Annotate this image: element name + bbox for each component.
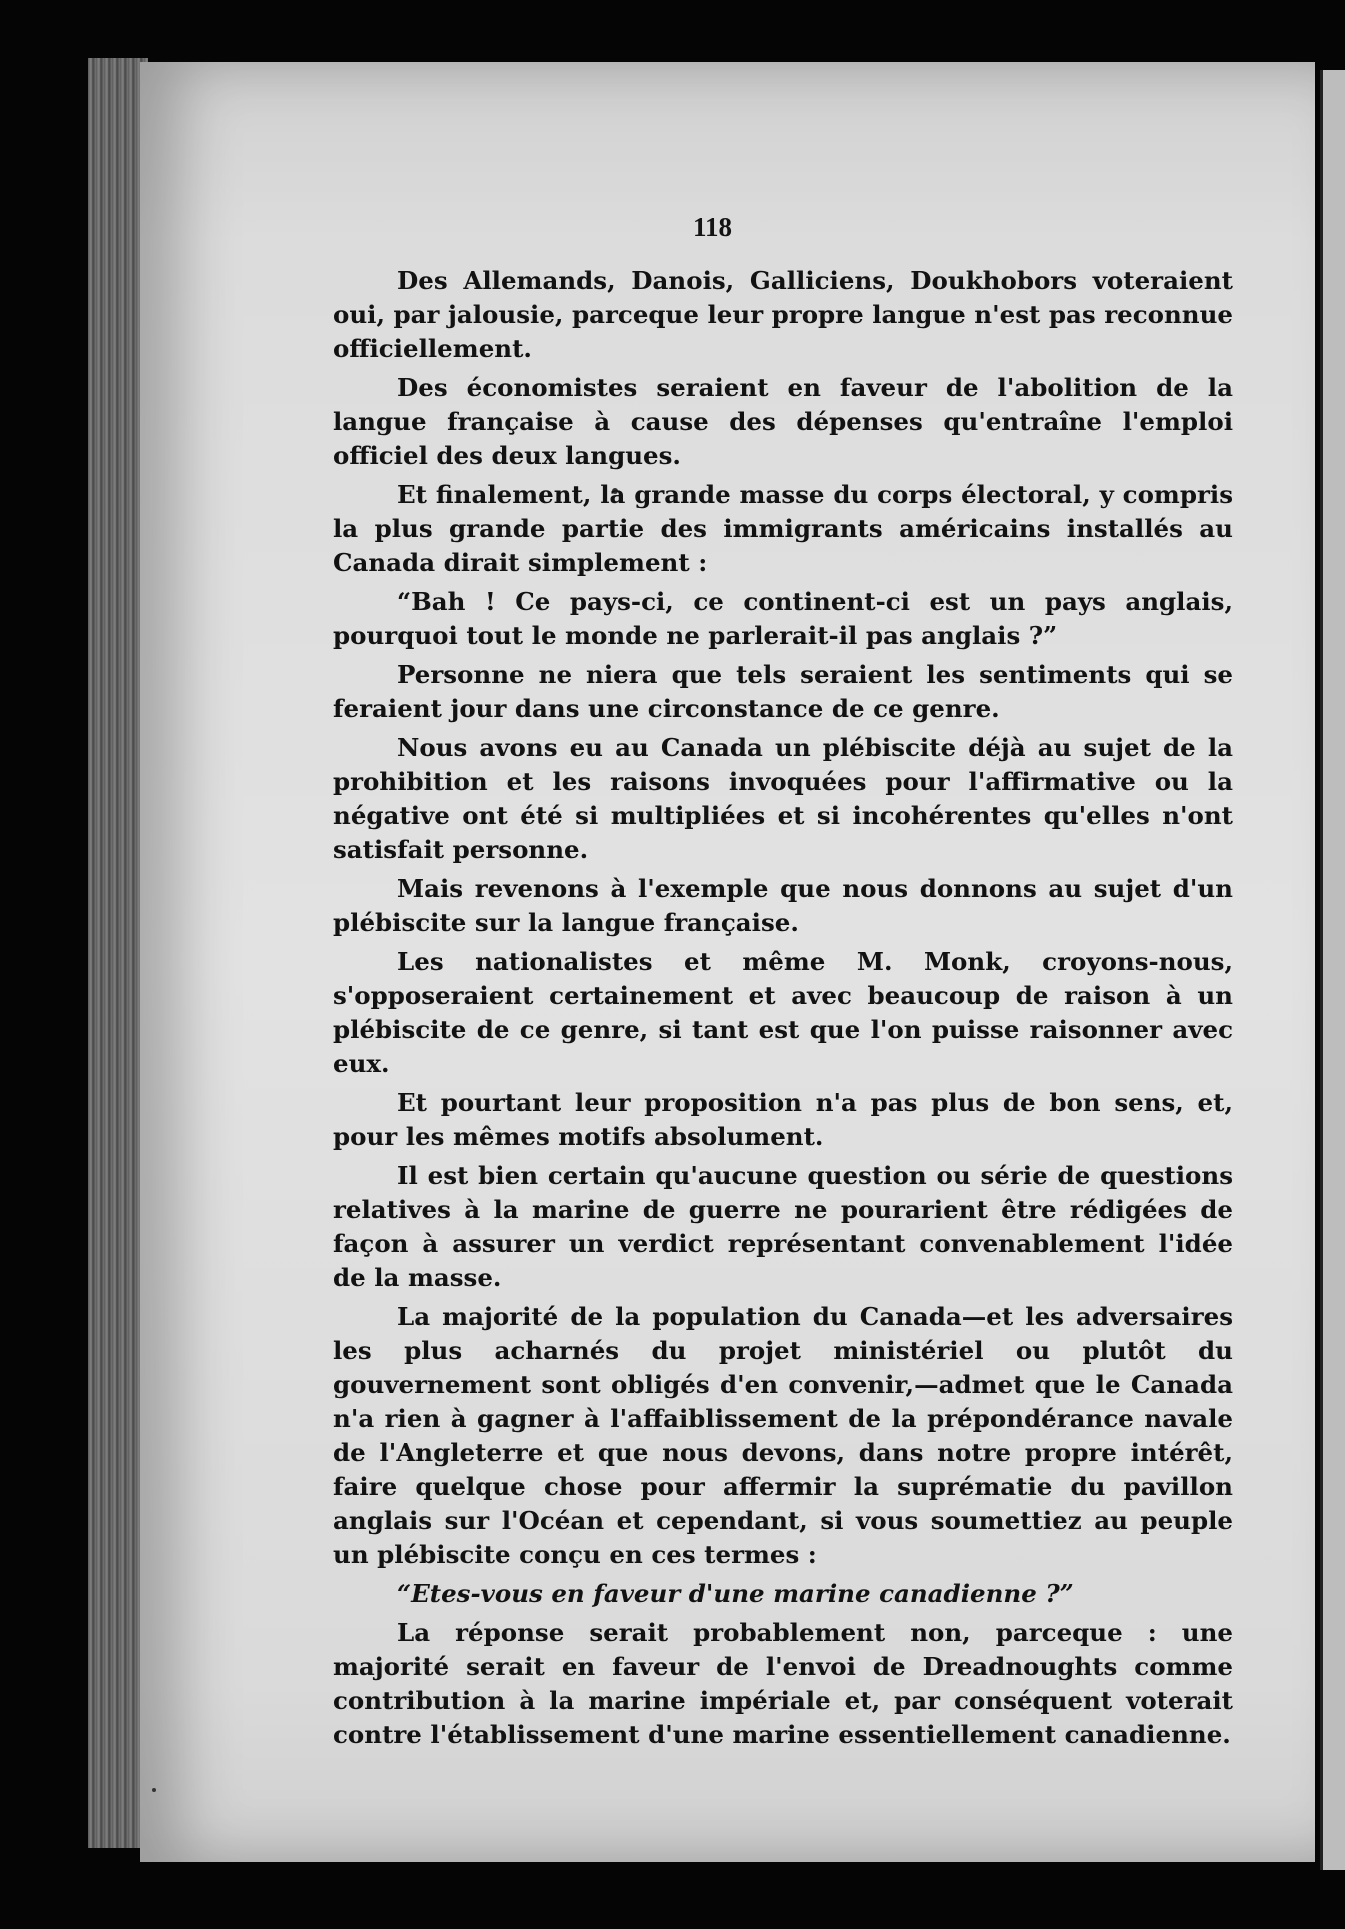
paragraph: Les nationalistes et même M. Monk, croyons-nous, s'opposeraient certainement et avec beaucoup de raison à un plébiscite de ce genre, si tant est que l'on puisse raisonner avec eux.	[333, 947, 1233, 1078]
paragraph: Nous avons eu au Canada un plébiscite déjà au sujet de la prohibition et les raisons invoquées pour l'affirmative ou la négative ont été si multipliées et si incohérentes qu'elles n'ont satisfait personne.	[333, 733, 1233, 864]
paragraph-quote: “Etes-vous en faveur d'une marine canadienne ?”	[397, 1579, 1074, 1608]
facing-page-edge	[1320, 70, 1345, 1870]
paragraph: Et finalement, la grande masse du corps électoral, y compris la plus grande partie des immigrants américains installés au Canada dirait simplement :	[333, 480, 1233, 577]
paragraph: Personne ne niera que tels seraient les sentiments qui se feraient jour dans une circonstance de ce genre.	[333, 660, 1233, 723]
ink-speck	[152, 1788, 156, 1792]
page-number: 118	[692, 212, 732, 242]
paragraph: La majorité de la population du Canada—et les adversaires les plus acharnés du projet ministériel ou plutôt du gouvernement sont obligés d'en convenir,—admet que le Canada n'a rien à gagner à l'affaiblissement de la prépondérance navale de l'Angleterre et que nous devons, dans notre propre intérêt, faire quelque chose pour affermir la suprématie du pavillon anglais sur l'Océan et cependant, si vous soumettiez au peuple un plébiscite conçu en ces termes :	[333, 1302, 1233, 1569]
page-edges	[88, 58, 148, 1848]
paragraph: Et pourtant leur proposition n'a pas plus de bon sens, et, pour les mêmes motifs absolument.	[333, 1088, 1233, 1151]
paragraph: Il est bien certain qu'aucune question ou série de questions relatives à la marine de guerre ne pourarient être rédigées de façon à assurer un verdict représentant convenablement l'idée de la masse.	[333, 1161, 1233, 1292]
paragraph: Des économistes seraient en faveur de l'abolition de la langue française à cause des dépenses qu'entraîne l'emploi officiel des deux langues.	[333, 373, 1233, 470]
paragraph: Mais revenons à l'exemple que nous donnons au sujet d'un plébiscite sur la langue française.	[333, 874, 1233, 937]
paragraph: La réponse serait probablement non, parceque : une majorité serait en faveur de l'envoi de Dreadnoughts comme contribution à la marine impériale et, par conséquent voterait contre l'établissement d'une marine essentiellement canadienne.	[333, 1618, 1233, 1749]
paragraph: Des Allemands, Danois, Galliciens, Doukhobors voteraient oui, par jalousie, parceque leur propre langue n'est pas reconnue officiellement.	[333, 266, 1233, 363]
paragraph: “Bah ! Ce pays-ci, ce continent-ci est un pays anglais, pourquoi tout le monde ne parlerait-il pas anglais ?”	[333, 587, 1233, 650]
body-text	[333, 264, 1233, 1757]
